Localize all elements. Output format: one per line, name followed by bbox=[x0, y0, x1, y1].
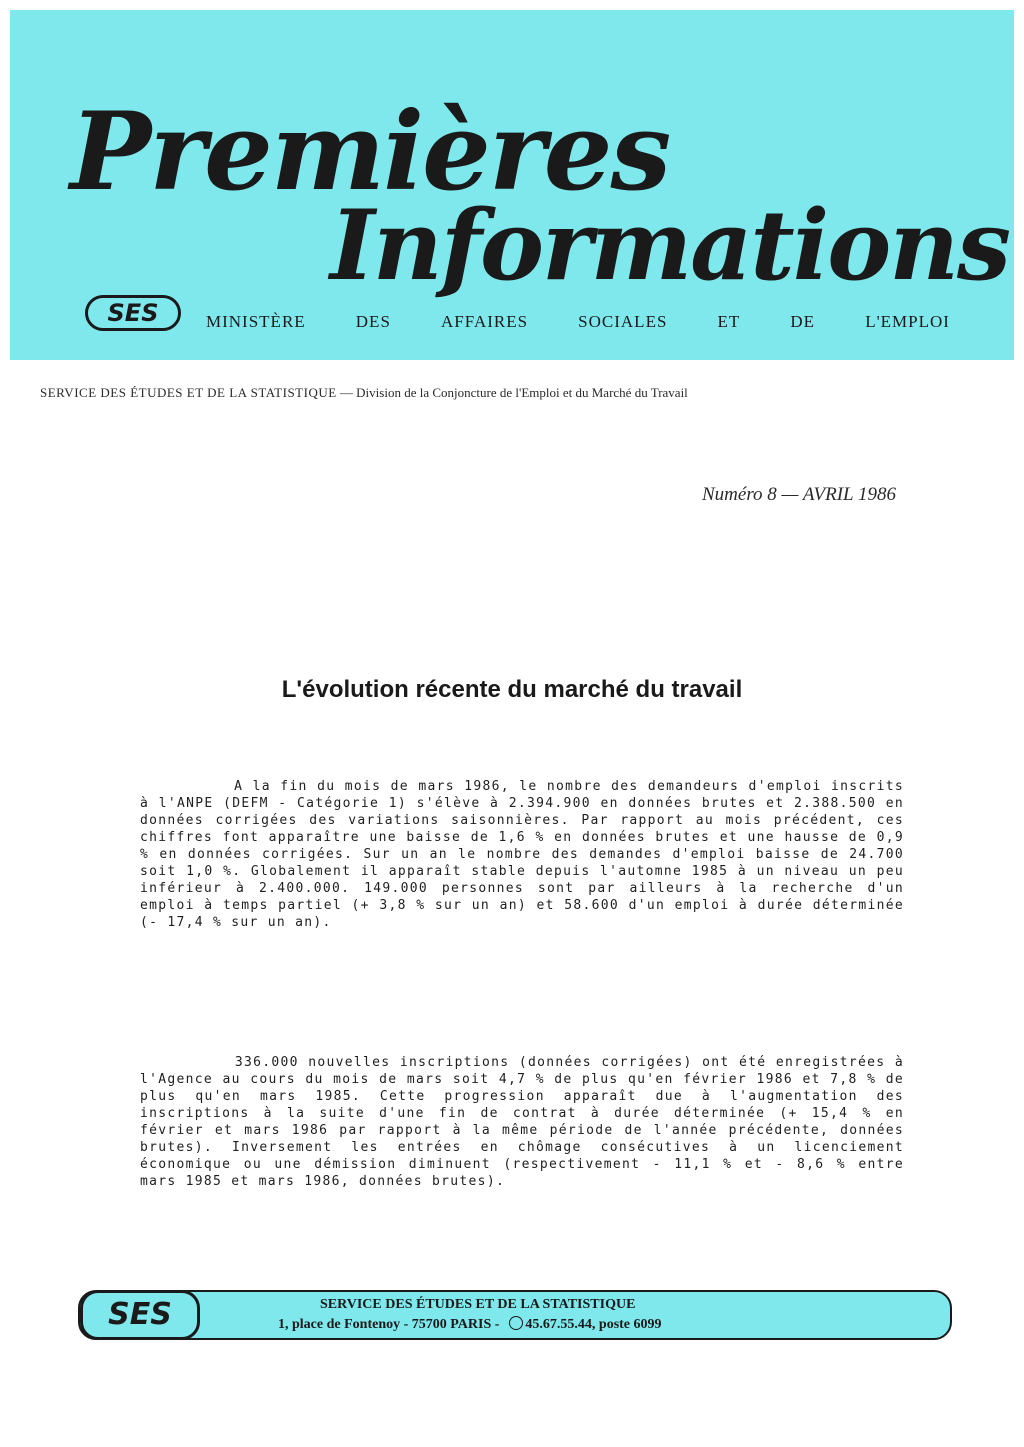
ministry-name bbox=[206, 312, 950, 332]
ministry-word: SOCIALES bbox=[578, 312, 668, 331]
footer-phone: 45.67.55.44, poste 6099 bbox=[525, 1317, 662, 1332]
footer-service-name: SERVICE DES ÉTUDES ET DE LA STATISTIQUE bbox=[320, 1297, 636, 1312]
ses-logo: SES bbox=[85, 295, 181, 331]
ministry-word: L'EMPLOI bbox=[865, 312, 950, 331]
footer-box bbox=[78, 1290, 952, 1340]
footer-address: 1, place de Fontenoy - 75700 PARIS - bbox=[278, 1317, 500, 1332]
ministry-word: DES bbox=[355, 312, 391, 331]
service-name: SERVICE DES ÉTUDES ET DE LA STATISTIQUE bbox=[40, 385, 337, 400]
service-division-line bbox=[40, 385, 980, 401]
telephone-icon bbox=[509, 1316, 523, 1330]
ministry-word: ET bbox=[717, 312, 741, 331]
service-separator: — bbox=[336, 385, 357, 400]
article-paragraph: 336.000 nouvelles inscriptions (données corrigées) ont été enregistrées à l'Agence au cours du mois de mars soit 4,7 % de plus qu'en février 1986 et 7,8 % de plus qu'en mars 1985. Cette progression apparaît due à l'augmentation des inscriptions à la suite d'une fin de contrat à durée déterminée (+ 15,4 % en février et mars 1986 par rapport à la même période de l'année précédente, données brutes). Inversement les entrées en chômage consécutives à un licenciement économique ou une démission diminuent (respectivement - 11,1 % et - 8,6 % entre mars 1985 et mars 1986, données brutes). bbox=[140, 1055, 914, 1189]
article-title: L'évolution récente du marché du travail bbox=[281, 676, 743, 703]
footer-ses-logo: SES bbox=[80, 1290, 200, 1340]
footer-contact bbox=[278, 1316, 662, 1333]
ministry-word: MINISTÈRE bbox=[206, 312, 306, 331]
issue-number: Numéro 8 — AVRIL 1986 bbox=[702, 484, 896, 505]
publication-title-line1: Premières bbox=[70, 89, 670, 215]
ministry-word: DE bbox=[790, 312, 816, 331]
article-paragraph: A la fin du mois de mars 1986, le nombre des demandeurs d'emploi inscrits à l'ANPE (DEFM - Catégorie 1) s'élève à 2.394.900 en données brutes et 2.388.500 en données corrigées des variations saisonnières. Par rapport au mois précédent, ces chiffres font apparaître une baisse de 1,6 % en données brutes et une hausse de 0,9 % en données corrigées. Sur un an le nombre des demandes d'emploi baisse de 24.700 soit 1,0 %. Globalement il apparaît stable depuis l'automne 1985 à un niveau un peu inférieur à 2.400.000. 149.000 personnes sont par ailleurs à la recherche d'un emploi à temps partiel (+ 3,8 % sur un an) et 58.600 d'un emploi à durée déterminée (- 17,4 % sur un an). bbox=[140, 779, 914, 930]
publication-title-line2: Informations bbox=[330, 189, 1010, 302]
division-name: Division de la Conjoncture de l'Emploi et du Marché du Travail bbox=[356, 385, 688, 400]
ministry-word: AFFAIRES bbox=[441, 312, 529, 331]
header-banner bbox=[10, 10, 1014, 360]
